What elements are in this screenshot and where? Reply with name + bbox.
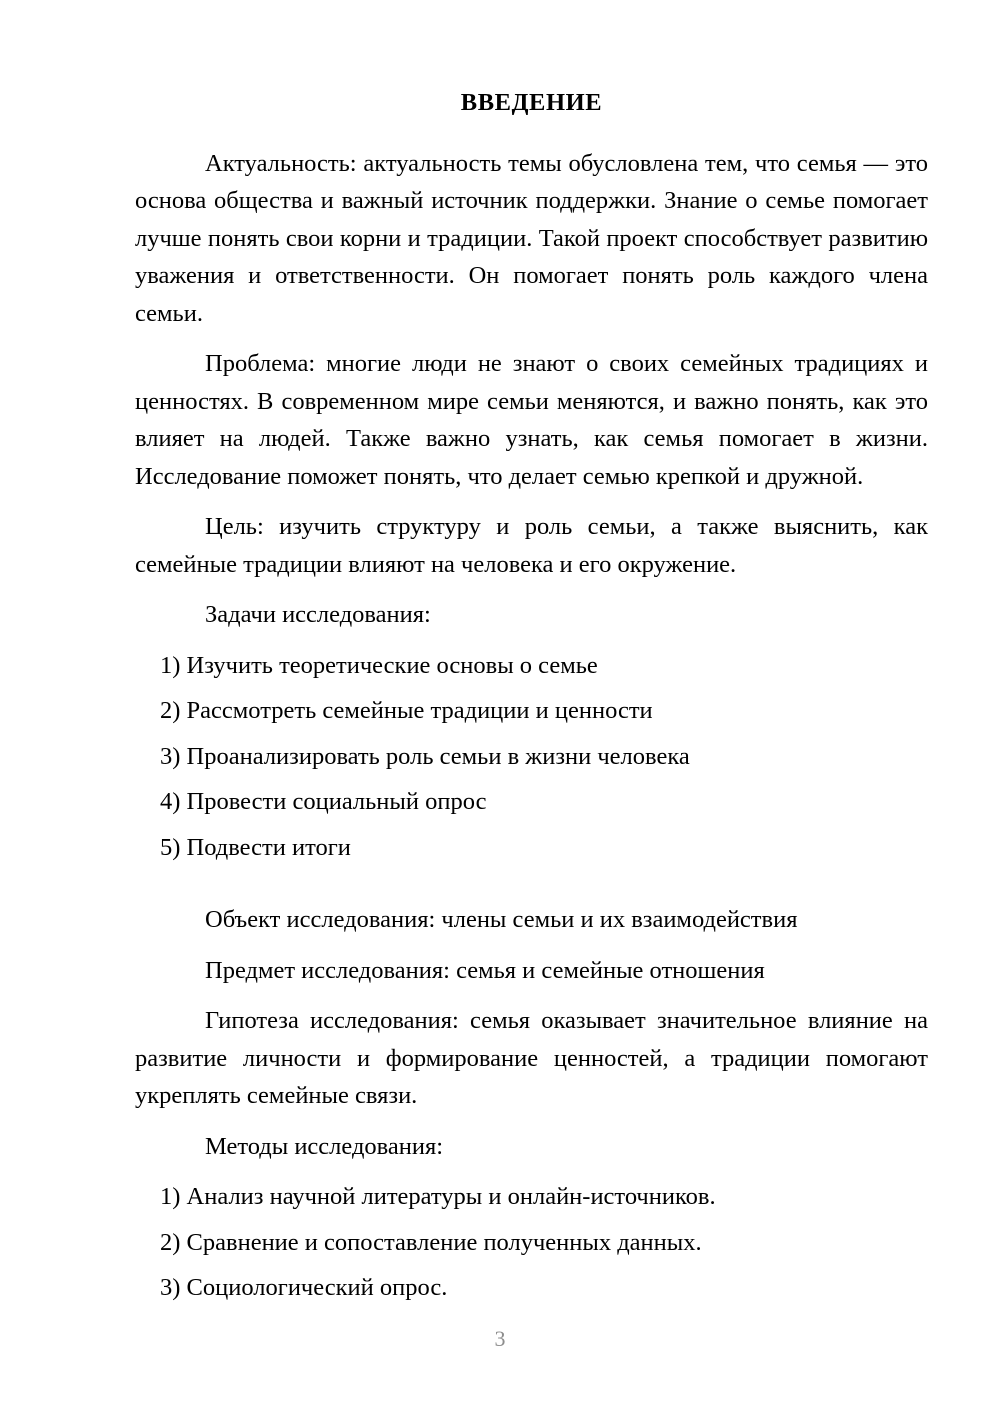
list-marker: 2)	[160, 697, 181, 725]
list-marker: 3)	[160, 1274, 181, 1302]
section-spacer	[135, 879, 928, 901]
methods-list	[135, 1178, 928, 1307]
list-item	[135, 647, 928, 685]
page-content	[135, 88, 928, 1320]
page-title: ВВЕДЕНИЕ	[460, 89, 603, 116]
list-item-label: Провести социальный опрос	[186, 788, 487, 816]
list-item	[135, 1224, 928, 1262]
paragraph-subject: Предмет исследования: семья и семейные отношения	[205, 956, 765, 984]
list-item-label: Сравнение и сопоставление полученных данных.	[186, 1228, 702, 1256]
paragraph-goal: Цель: изучить структуру и роль семьи, а также выяснить, как семейные традиции влияют на человека и его окружение.	[135, 513, 928, 578]
list-item	[135, 783, 928, 821]
list-marker: 1)	[160, 1183, 181, 1211]
list-item	[135, 692, 928, 730]
list-item-label: Подвести итоги	[186, 833, 351, 861]
list-item	[135, 738, 928, 776]
list-marker: 5)	[160, 833, 181, 861]
list-marker: 1)	[160, 651, 181, 679]
paragraph-problem: Проблема: многие люди не знают о своих семейных традициях и ценностях. В современном мире семьи меняются, и важно понять, как это влияет на людей. Также важно узнать, как семья помогает в жизни. Исследование поможет понять, что делает семью крепкой и дружной.	[135, 350, 928, 490]
paragraph-relevance: Актуальность: актуальность темы обусловлена тем, что семья — это основа общества и важный источник поддержки. Знание о семье помогает лучше понять свои корни и традиции. Такой проект способствует развитию уважения и ответственности. Он помогает понять роль каждого члена семьи.	[135, 149, 928, 327]
methods-section-heading: Методы исследования:	[205, 1132, 444, 1160]
list-item	[135, 1178, 928, 1216]
list-item-label: Анализ научной литературы и онлайн-источников.	[186, 1183, 716, 1211]
paragraph-hypothesis: Гипотеза исследования: семья оказывает значительное влияние на развитие личности и формирование ценностей, а традиции помогают укреплять семейные связи.	[135, 1007, 928, 1110]
list-marker: 4)	[160, 788, 181, 816]
tasks-list	[135, 647, 928, 867]
paragraph-object: Объект исследования: члены семьи и их взаимодействия	[205, 906, 798, 934]
list-item	[135, 829, 928, 867]
list-item-label: Рассмотреть семейные традиции и ценности	[186, 697, 653, 725]
list-marker: 2)	[160, 1228, 181, 1256]
list-item-label: Социологический опрос.	[186, 1274, 448, 1302]
list-item-label: Изучить теоретические основы о семье	[186, 651, 598, 679]
list-item-label: Проанализировать роль семьи в жизни человека	[186, 742, 690, 770]
list-item	[135, 1269, 928, 1307]
tasks-section-heading: Задачи исследования:	[205, 601, 431, 629]
page-number: 3	[494, 1326, 506, 1351]
list-marker: 3)	[160, 742, 181, 770]
